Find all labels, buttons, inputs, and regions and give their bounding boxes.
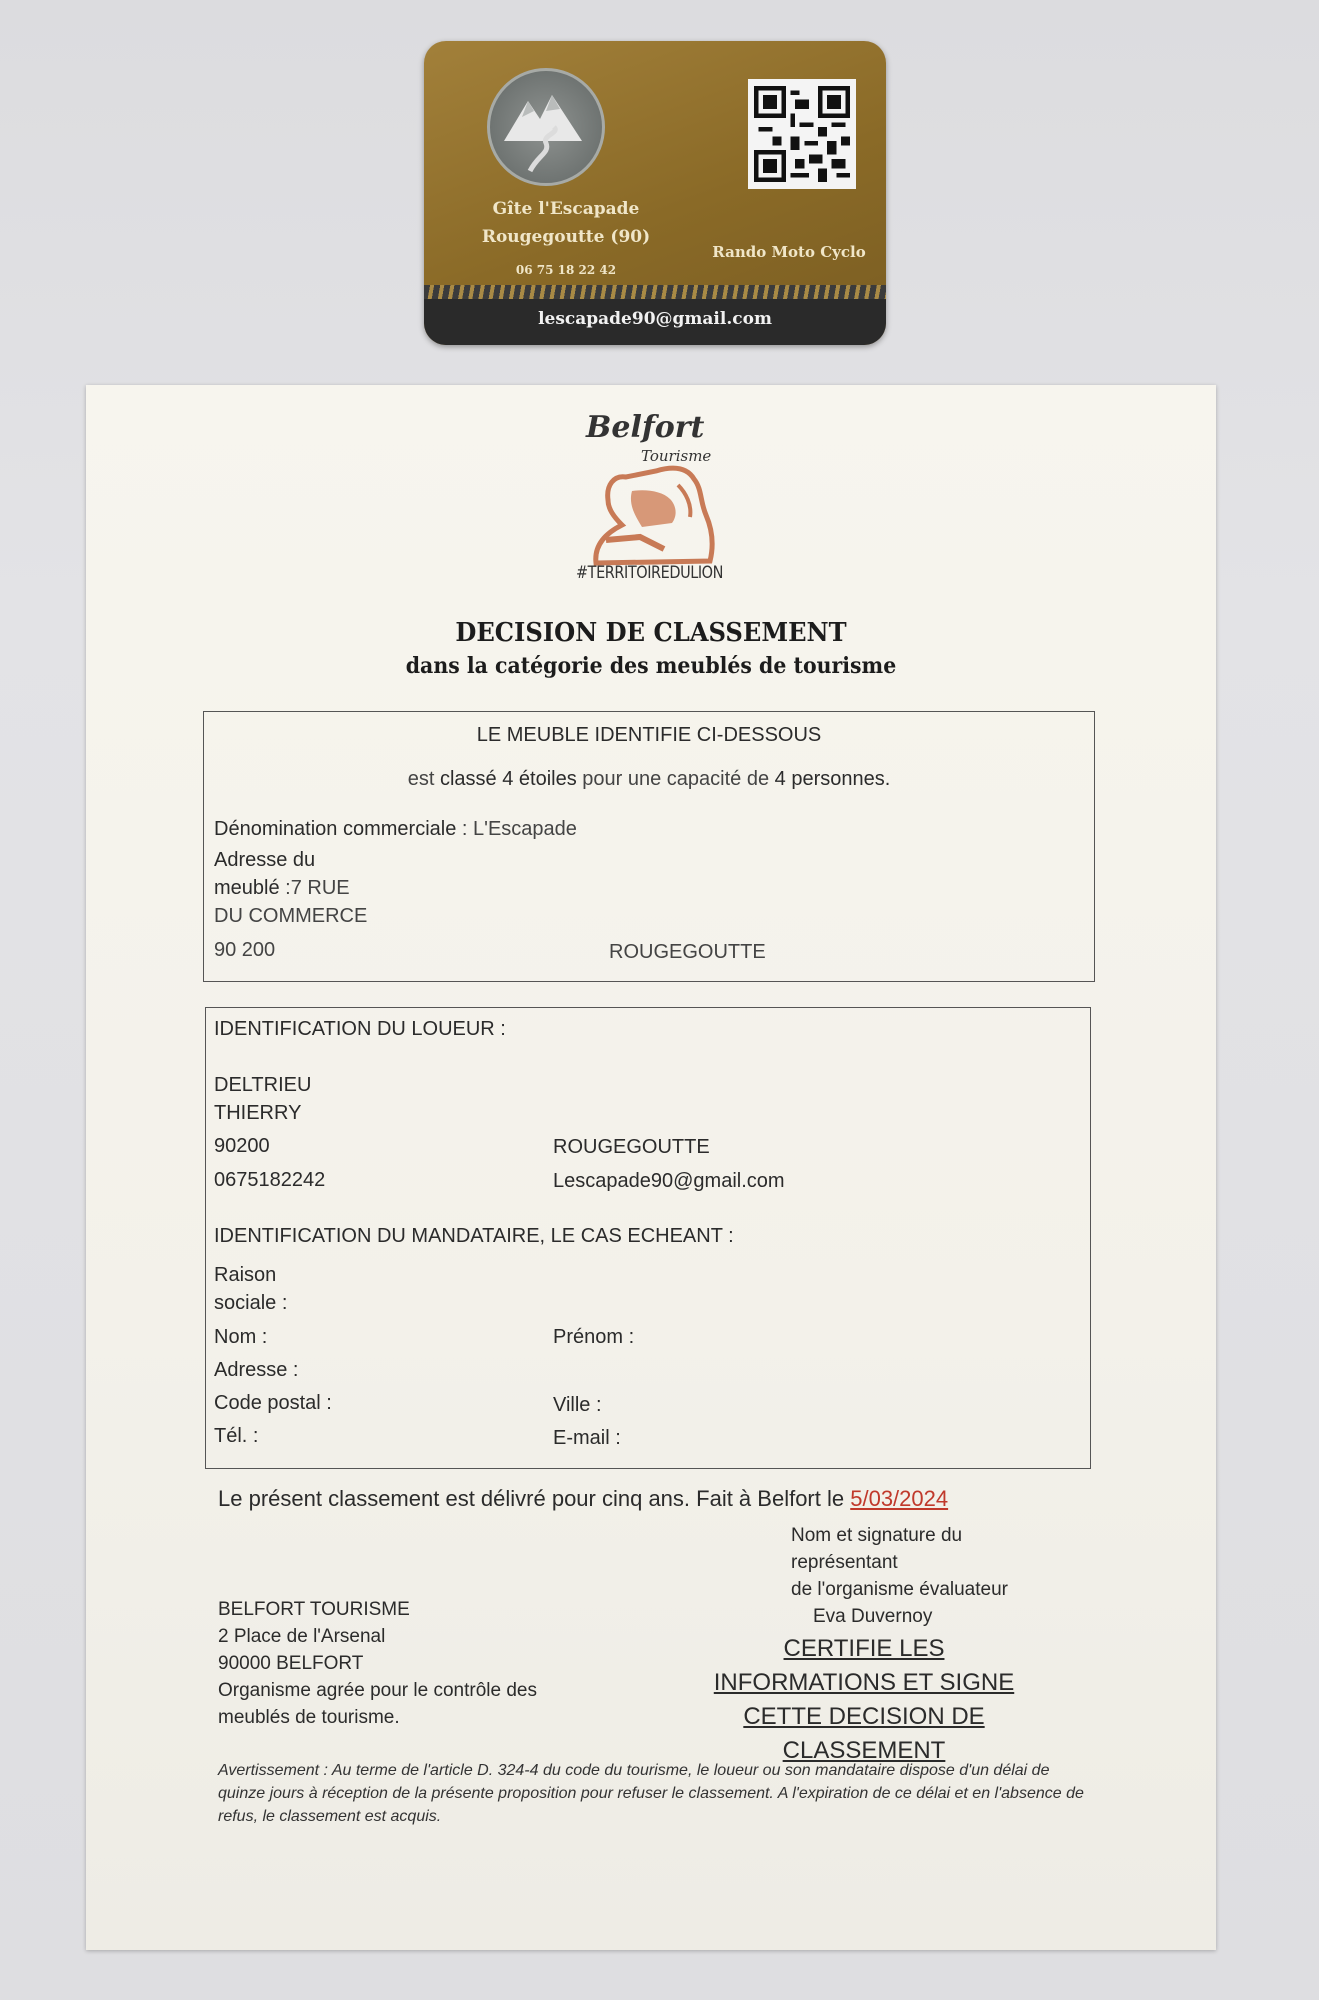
classified-pre: est <box>407 768 435 790</box>
furnished-heading: LE MEUBLE IDENTIFIE CI-DESSOUS <box>476 724 822 746</box>
star-rating: 4 étoiles <box>502 768 577 790</box>
owner-last-name: DELTRIEU <box>214 1074 312 1096</box>
signatory-line2: représentant <box>791 1552 898 1573</box>
issue-date: 5/03/2024 <box>850 1486 949 1511</box>
mountain-logo-icon <box>487 68 605 186</box>
address-label-line1: Adresse du <box>214 849 316 871</box>
card-business-name: Gîte l'Escapade <box>492 199 640 219</box>
card-email: lescapade90@gmail.com <box>424 299 886 345</box>
logo-subtitle: Tourisme <box>641 447 712 465</box>
commercial-name-label: Dénomination commerciale <box>214 818 457 840</box>
signatory-name: Eva Duvernoy <box>813 1606 933 1627</box>
tire-tread-divider <box>424 285 886 299</box>
agent-nom-label: Nom : <box>214 1326 268 1348</box>
agent-tel-label: Tél. : <box>214 1425 259 1447</box>
commercial-name-value: : L'Escapade <box>456 818 577 840</box>
commercial-name-row <box>214 818 577 841</box>
owner-phone: 0675182242 <box>214 1169 326 1191</box>
certification-statement: CERTIFIE LES INFORMATIONS ET SIGNE CETTE DECISION DE CLASSEMENT <box>713 1635 1015 1764</box>
classification-document <box>86 385 1216 1950</box>
card-town: Rougegoutte (90) <box>481 227 651 247</box>
org-role-line1: Organisme agrée pour le contrôle des <box>218 1680 537 1701</box>
agent-heading: IDENTIFICATION DU MANDATAIRE, LE CAS ECHEANT : <box>214 1225 734 1247</box>
warning-notice <box>218 1759 1098 1828</box>
org-role-line2: meublés de tourisme. <box>218 1707 400 1728</box>
classification-line <box>204 768 1094 791</box>
qr-code-icon <box>748 79 856 189</box>
validity-text: Le présent classement est délivré pour cinq ans. Fait à Belfort le <box>218 1486 845 1511</box>
warning-label: Avertissement : <box>218 1762 328 1779</box>
owner-postcode: 90200 <box>214 1135 270 1157</box>
org-city: 90000 BELFORT <box>218 1653 364 1674</box>
address-value-line2: DU COMMERCE <box>214 905 368 927</box>
warning-text: Au terme de l'article D. 324-4 du code du tourisme, le loueur ou son mandataire dispose d'un délai de quinze jours à réception de la présente proposition pour refuser le classement. A l'expiration de ce délai et en l'absence de refus, le classement est acquis. <box>218 1762 1084 1825</box>
signatory-line1: Nom et signature du <box>791 1525 963 1546</box>
logo-hashtag: #TERRITOIREDULION <box>576 563 724 583</box>
furnished-postcode: 90 200 <box>214 939 276 961</box>
card-phone: 06 75 18 22 42 <box>515 263 617 277</box>
capacity-value: 4 personnes. <box>774 768 891 790</box>
owner-city: ROUGEGOUTTE <box>553 1136 710 1158</box>
furnished-section <box>203 711 1095 982</box>
agent-raison-label2: sociale : <box>214 1292 288 1314</box>
org-name: BELFORT TOURISME <box>218 1599 410 1620</box>
card-activity: Rando Moto Cyclo <box>712 243 866 261</box>
agent-ville-label: Ville : <box>553 1394 602 1416</box>
agent-raison-label1: Raison <box>214 1264 277 1286</box>
document-title: DECISION DE CLASSEMENT <box>455 618 847 648</box>
agent-postcode-label: Code postal : <box>214 1392 332 1414</box>
signatory-line3: de l'organisme évaluateur <box>791 1579 1008 1600</box>
agent-email-label: E-mail : <box>553 1427 621 1449</box>
classified-word: classé <box>439 768 497 790</box>
owner-heading: IDENTIFICATION DU LOUEUR : <box>214 1018 506 1040</box>
agent-adresse-label: Adresse : <box>214 1359 299 1381</box>
address-value-line1: :7 RUE <box>279 877 350 899</box>
capacity-pre: pour une capacité de <box>582 768 770 790</box>
address-row <box>214 877 350 900</box>
owner-email: Lescapade90@gmail.com <box>553 1170 785 1192</box>
business-card <box>424 41 886 345</box>
furnished-city: ROUGEGOUTTE <box>609 941 766 963</box>
agent-prenom-label: Prénom : <box>553 1326 635 1348</box>
document-subtitle: dans la catégorie des meublés de tourisme <box>405 653 897 679</box>
identification-section <box>205 1007 1091 1469</box>
owner-first-name: THIERRY <box>214 1102 302 1124</box>
validity-line <box>218 1486 948 1512</box>
address-label-line2: meublé <box>214 877 280 899</box>
logo-brand: Belfort <box>586 410 705 445</box>
org-street: 2 Place de l'Arsenal <box>218 1626 386 1647</box>
